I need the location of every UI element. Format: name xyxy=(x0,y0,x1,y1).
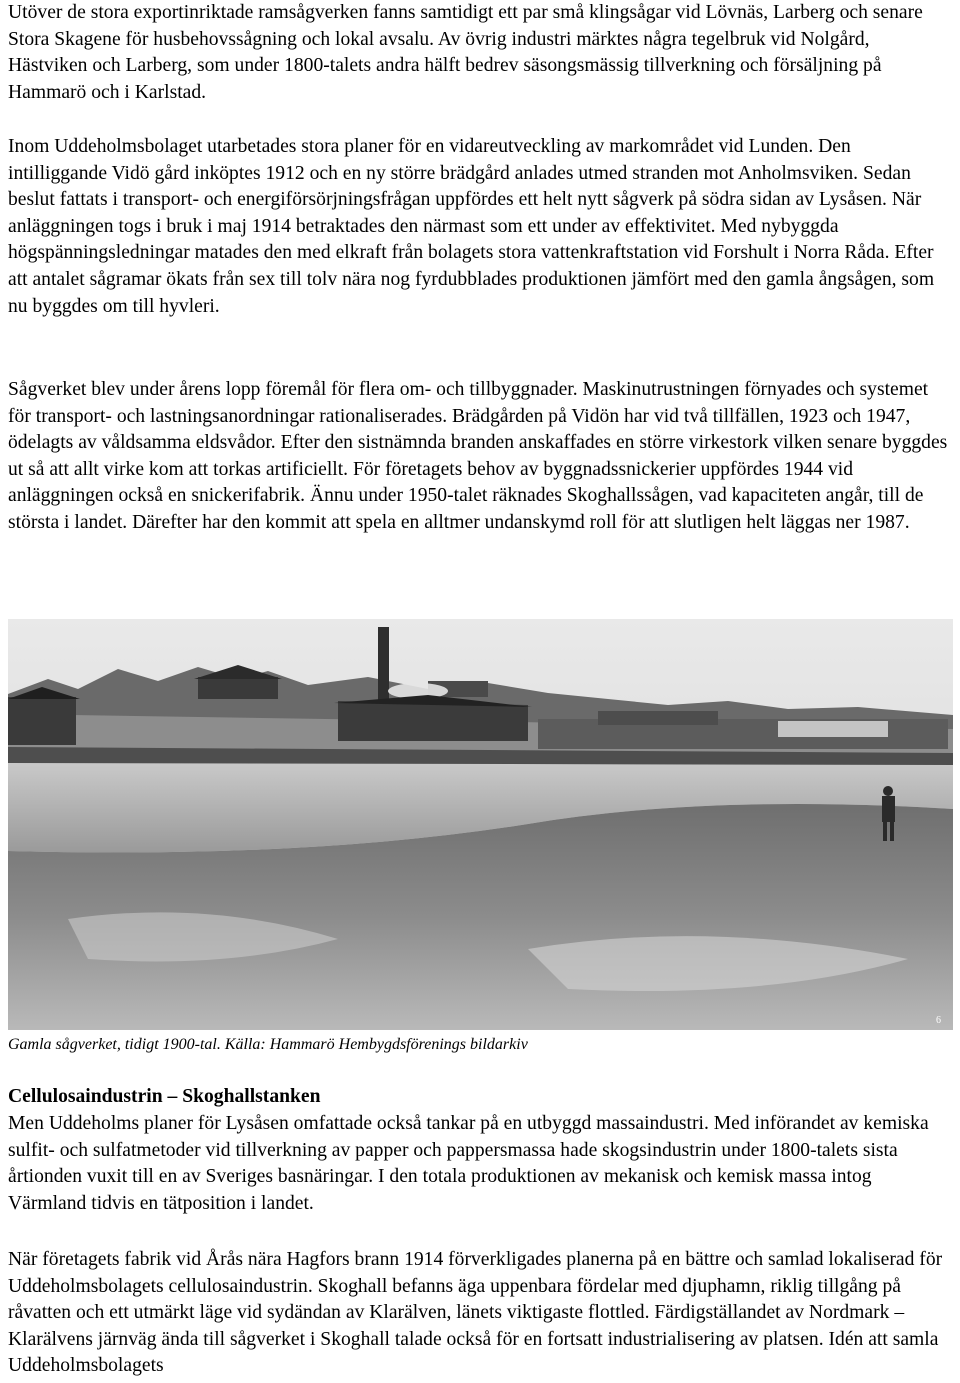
paragraph-uddeholm-plans: Inom Uddeholmsbolaget utarbetades stora planer för en vidareutveckling av markområdet vid Lunden. Den intilliggande Vidö gård inköptes 1912 och en ny större brädgård anlades utmed stranden mot Anholmsviken. Sedan beslut fattats i transport- och energiförsörjningsfrågan uppfördes ett helt nytt sågverk på södra sidan av Lysåsen. När anläggningen togs i bruk i maj 1914 betraktades den närmast som ett under av effektivitet. Med nybyggda högspänningsledningar matades den med elkraft från bolagets stora vattenkraftstation vid Forshult i Norra Råda. Efter att antalet sågramar ökats från sex till tolv nära nog fyrdubblades produktionen jämfört med den gamla ångsågen, som nu byggdes om till hyvleri. xyxy=(8,136,935,317)
paragraph-aras-fire: När företagets fabrik vid Årås nära Hagfors brann 1914 förverkligades planerna på en bättre och samlad lokaliserad för Uddeholmsbolagets cellulosaindustrin. Skoghall befanns äga uppenbara fördelar med djuphamn, riklig tillgång på råvatten och ett utmärkt läge vid sydändan av Klarälven, länets viktigaste flottled. Färdigställandet av Nordmark – Klarälvens järnväg ända till sågverket i Skoghall talade också för en fortsatt industrialisering av platsen. Idén att samla Uddeholmsbolagets xyxy=(8,1249,943,1377)
historic-sawmill-photo xyxy=(8,619,953,1030)
photo-corner-mark: 6 xyxy=(936,1015,941,1026)
paragraph-pulp-plans: Men Uddeholms planer för Lysåsen omfattade också tankar på en utbyggd massaindustri. Med införandet av kemiska sulfit- och sulfatmetoder vid tillverkning av papper och pappersmassa hade skogsindustrin under 1800-talets sista årtionden vuxit till en av Sveriges basnäringar. I den totala produktionen av mekanisk och kemisk massa intog Värmland tidvis en tätposition i landet. xyxy=(8,1113,929,1214)
paragraph-sawmill-history: Sågverket blev under årens lopp föremål för flera om- och tillbyggnader. Maskinutrustningen förnyades och systemet för transport- och lastningsanordningar rationaliserades. Brädgården på Vidön har vid två tillfällen, 1923 och 1947, ödelagts av våldsamma eldsvådor. Efter den sistnämnda branden anskaffades en större virkestork vilken senare byggdes ut så att allt virke kom att torkas artificiellt. För företagets behov av byggnadssnickerier uppfördes 1944 vid anläggningen också en snickerifabrik. Ännu under 1950-talet räknades Skoghallssågen, vad kapaciteten angår, till de största i landet. Därefter har den kommit att spela en alltmer undanskymd roll för att slutligen helt läggas ner 1987. xyxy=(8,379,948,533)
paragraph-sawmills: Utöver de stora exportinriktade ramsågverken fanns samtidigt ett par små klingsågar vid Lövnäs, Larberg och senare Stora Skagene för husbehovssågning och lokal avsalu. Av övrig industri märktes några tegelbruk vid Nolgård, Hästviken och Larberg, som under 1800-talets andra hälft bedrev säsongsmässig tillverkning och försäljning på Hammarö och i Karlstad. xyxy=(8,2,923,103)
section-heading: Cellulosaindustrin – Skoghallstanken xyxy=(8,1086,321,1107)
photo-caption: Gamla sågverket, tidigt 1900-tal. Källa: Hammarö Hembygdsförenings bildarkiv xyxy=(8,1036,528,1053)
